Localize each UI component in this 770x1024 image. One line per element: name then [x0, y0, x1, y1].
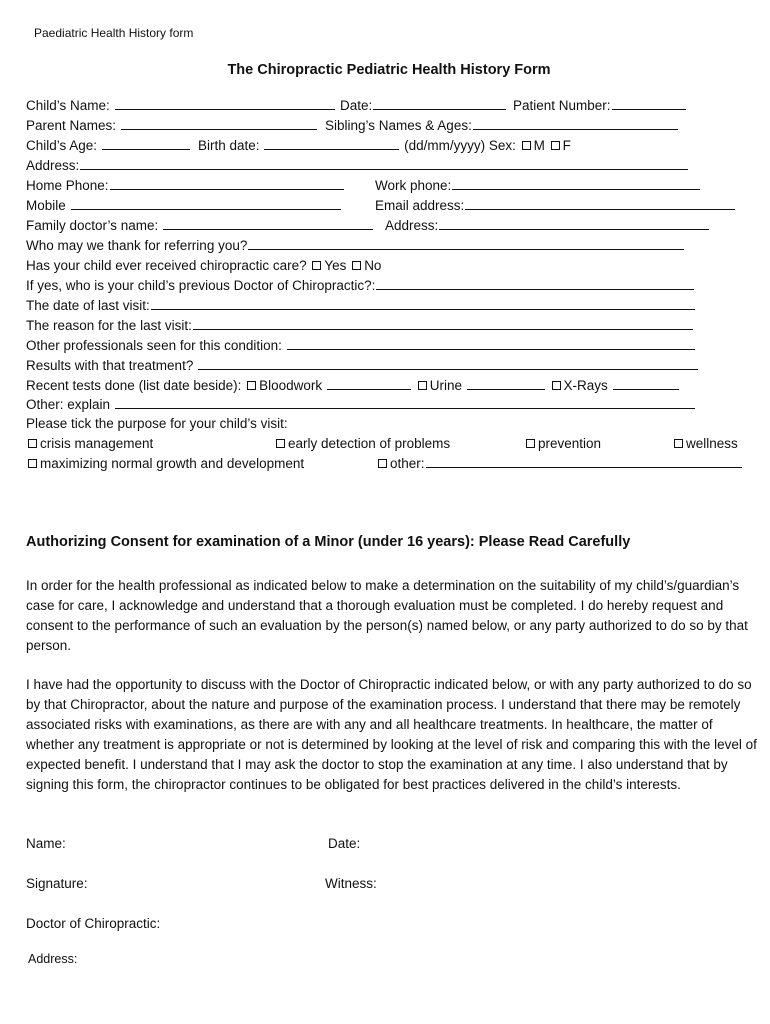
purpose-early-detection [274, 435, 450, 452]
early-detection-checkbox[interactable] [276, 439, 285, 448]
prevention-label: prevention [538, 436, 602, 451]
purpose-prompt: Please tick the purpose for your child’s visit: [26, 416, 288, 431]
birth-date-label: Birth date: [198, 138, 260, 153]
sibling-names-label: Sibling’s Names & Ages: [325, 118, 472, 133]
parent-names-label: Parent Names: [26, 118, 117, 133]
referrer-field[interactable] [248, 237, 684, 250]
name-label: Name: [26, 836, 66, 851]
other-checkbox[interactable] [378, 459, 387, 468]
witness-label: Witness: [325, 876, 377, 891]
sibling-names-field[interactable] [473, 117, 678, 130]
prior-care-yes-checkbox[interactable] [312, 261, 321, 270]
no-label: No [364, 258, 382, 273]
maximizing-checkbox[interactable] [28, 459, 37, 468]
sex-f-checkbox[interactable] [551, 141, 560, 150]
referrer-label: Who may we thank for referring you? [26, 238, 248, 253]
address-field[interactable] [80, 157, 688, 170]
signature-label: Signature: [26, 876, 88, 891]
patient-number-field[interactable] [612, 97, 686, 110]
crisis-label: crisis management [40, 436, 154, 451]
early-detection-label: early detection of problems [288, 436, 451, 451]
xrays-label: X-Rays [563, 378, 608, 393]
consent-paragraph-1: In order for the health professional as indicated below to make a determination on the suitability of my child’s/guardian’s case for care, I acknowledge and understand that a thorough evaluation must be completed. I do hereby request and consent to the performance of such an evaluation by the person(s) named below, or any party authorized to do so by that person. [26, 578, 748, 653]
wellness-checkbox[interactable] [674, 439, 683, 448]
row-referrer [26, 237, 685, 254]
row-results [26, 357, 699, 374]
sex-m-label: M [533, 138, 545, 153]
row-mobile [26, 197, 342, 214]
family-doctor-field[interactable] [163, 217, 373, 230]
email-label: Email address: [375, 198, 465, 213]
birth-date-field[interactable] [264, 137, 399, 150]
row-prior-care [26, 257, 381, 274]
maximizing-label: maximizing normal growth and development [40, 456, 305, 471]
results-label: Results with that treatment? [26, 358, 194, 373]
yes-label: Yes [324, 258, 347, 273]
previous-doctor-label: If yes, who is your child’s previous Doctor of Chiropractic?: [26, 278, 376, 293]
doctor-address-label: Address: [385, 218, 439, 233]
mobile-label: Mobile [26, 198, 66, 213]
previous-doctor-field[interactable] [376, 277, 694, 290]
childs-name-label: Child’s Name: [26, 98, 110, 113]
other-label: other: [390, 456, 425, 471]
xrays-checkbox[interactable] [552, 381, 561, 390]
home-phone-label: Home Phone: [26, 178, 109, 193]
email-field[interactable] [465, 197, 735, 210]
purpose-crisis [26, 435, 153, 452]
row-last-visit-date [26, 297, 696, 314]
row-address [26, 157, 689, 174]
other-professionals-label: Other professionals seen for this condition: [26, 338, 282, 353]
row-childs-name [26, 97, 336, 114]
last-visit-reason-field[interactable] [193, 317, 693, 330]
row-email [375, 197, 736, 214]
patient-number-label: Patient Number: [513, 98, 611, 113]
row-parent-names [26, 117, 318, 134]
consent-heading: Authorizing Consent for examination of a Minor (under 16 years): Please Read Carefully [26, 534, 631, 550]
row-recent-tests [26, 377, 680, 394]
signature-address-label: Address: [28, 952, 78, 966]
signature-date-label: Date: [328, 836, 361, 851]
last-visit-reason-label: The reason for the last visit: [26, 318, 192, 333]
childs-age-field[interactable] [102, 137, 190, 150]
date-label: Date: [340, 98, 373, 113]
urine-date-field[interactable] [467, 377, 545, 390]
work-phone-label: Work phone: [375, 178, 452, 193]
row-birth-date [198, 137, 571, 154]
purpose-other [376, 455, 743, 472]
row-work-phone [375, 177, 701, 194]
purpose-prevention [524, 435, 601, 452]
bloodwork-date-field[interactable] [327, 377, 411, 390]
row-date [340, 97, 507, 114]
doctor-of-chiropractic-label: Doctor of Chiropractic: [26, 916, 161, 931]
form-title: The Chiropractic Pediatric Health History Form [227, 62, 551, 78]
consent-paragraph-2: I have had the opportunity to discuss with the Doctor of Chiropractic indicated below, or with any party authorized to do so by that Chiropractor, about the nature and purpose of the examination process. I understand that there may be remotely associated risks with examinations, as there are with any and all healthcare treatments. In healthcare, the matter of whether any treatment is appropriate or not is determined by looking at the level of risk and comparing this with the level of expected benefit. I understand that I may ask the doctor to stop the examination at any time. I also understand that by signing this form, the chiropractor continues to be obligated for best practices delivered in the child’s interests. [26, 677, 757, 792]
sex-m-checkbox[interactable] [522, 141, 531, 150]
family-doctor-label: Family doctor’s name: [26, 218, 159, 233]
address-label: Address: [26, 158, 80, 173]
prior-care-no-checkbox[interactable] [352, 261, 361, 270]
crisis-checkbox[interactable] [28, 439, 37, 448]
results-field[interactable] [198, 357, 698, 370]
parent-names-field[interactable] [121, 117, 317, 130]
last-visit-date-label: The date of last visit: [26, 298, 150, 313]
bloodwork-label: Bloodwork [259, 378, 323, 393]
purpose-maximizing [26, 455, 304, 472]
urine-label: Urine [429, 378, 462, 393]
row-previous-doctor [26, 277, 695, 294]
prior-care-label: Has your child ever received chiropractic care? [26, 258, 307, 273]
row-last-visit-reason [26, 317, 694, 334]
childs-age-label: Child’s Age: [26, 138, 98, 153]
date-format-label: (dd/mm/yyyy) Sex: [404, 138, 516, 153]
urine-checkbox[interactable] [418, 381, 427, 390]
last-visit-date-field[interactable] [151, 297, 695, 310]
row-patient-number [513, 97, 687, 114]
sex-f-label: F [562, 138, 571, 153]
mobile-field[interactable] [71, 197, 341, 210]
row-childs-age [26, 137, 191, 154]
row-other-professionals [26, 337, 696, 354]
wellness-label: wellness [686, 436, 738, 451]
xrays-date-field[interactable] [613, 377, 679, 390]
bloodwork-checkbox[interactable] [247, 381, 256, 390]
prevention-checkbox[interactable] [526, 439, 535, 448]
row-sibling-names [325, 117, 679, 134]
childs-name-field[interactable] [115, 97, 335, 110]
other-professionals-field[interactable] [287, 337, 695, 350]
document-header: Paediatric Health History form [34, 26, 194, 40]
doctor-address-field[interactable] [439, 217, 709, 230]
row-other-explain [26, 396, 696, 413]
row-doctor-address [385, 217, 710, 234]
purpose-wellness [672, 435, 738, 452]
work-phone-field[interactable] [452, 177, 700, 190]
other-field[interactable] [426, 455, 742, 468]
home-phone-field[interactable] [110, 177, 344, 190]
row-family-doctor [26, 217, 374, 234]
other-explain-field[interactable] [115, 396, 695, 409]
row-home-phone [26, 177, 345, 194]
recent-tests-label: Recent tests done (list date beside): [26, 378, 242, 393]
other-explain-label: Other: explain [26, 397, 111, 412]
date-field[interactable] [373, 97, 506, 110]
